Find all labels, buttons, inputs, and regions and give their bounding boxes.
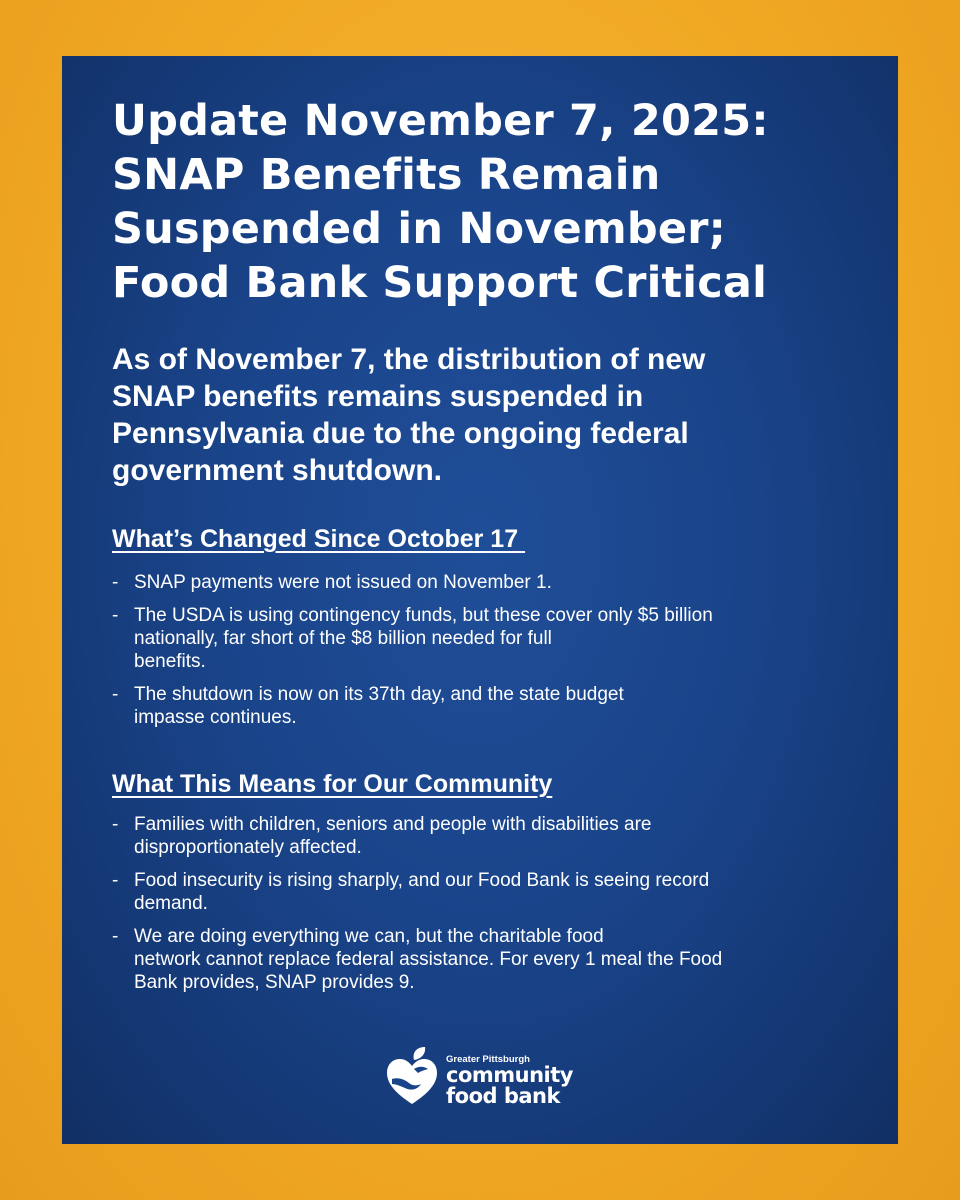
title-line: SNAP Benefits Remain: [112, 150, 661, 200]
list-item-line: We are doing everything we can, but the charitable food: [134, 926, 604, 947]
list-item-line: The USDA is using contingency funds, but these cover only $5 billion: [134, 605, 713, 626]
bullet-dash: -: [112, 814, 119, 835]
intro-line: government shutdown.: [112, 454, 442, 487]
list-item-line: benefits.: [134, 651, 206, 672]
list-item-line: demand.: [134, 893, 208, 914]
food-bank-logo: [384, 1046, 584, 1110]
bullet-dash: -: [112, 926, 119, 947]
list-item-line: Families with children, seniors and people with disabilities are: [134, 814, 652, 835]
logo-tagline: Greater Pittsburgh: [446, 1054, 530, 1065]
list-item: [112, 869, 852, 915]
community-impact-list: [112, 813, 852, 1004]
list-item-line: Bank provides, SNAP provides 9.: [134, 972, 415, 993]
list-item: [112, 925, 852, 994]
intro-line: Pennsylvania due to the ongoing federal: [112, 417, 689, 450]
list-item: [112, 683, 852, 729]
heart-apple-logo-icon: [384, 1046, 440, 1108]
bullet-dash: -: [112, 870, 119, 891]
bullet-dash: -: [112, 605, 119, 626]
list-item-line: SNAP payments were not issued on November 1.: [134, 572, 552, 593]
logo-wordmark-line1: community: [446, 1063, 573, 1087]
list-item-line: Food insecurity is rising sharply, and our Food Bank is seeing record: [134, 870, 710, 891]
list-item: [112, 571, 852, 594]
intro-line: As of November 7, the distribution of new: [112, 343, 706, 376]
list-item-line: disproportionately affected.: [134, 837, 362, 858]
title-line: Suspended in November;: [112, 204, 727, 254]
logo-wordmark-line2: food bank: [446, 1084, 560, 1108]
announcement-panel: [62, 56, 898, 1144]
list-item-line: impasse continues.: [134, 707, 297, 728]
bullet-dash: -: [112, 684, 119, 705]
list-item: [112, 813, 852, 859]
intro-line: SNAP benefits remains suspended in: [112, 380, 644, 413]
list-item-line: nationally, far short of the $8 billion needed for full: [134, 628, 552, 649]
list-item-line: network cannot replace federal assistance. For every 1 meal the Food: [134, 949, 723, 970]
intro-paragraph: [112, 341, 832, 489]
list-item: [112, 604, 852, 673]
section-heading-whats-changed: What’s Changed Since October 17: [112, 525, 526, 553]
bullet-dash: -: [112, 572, 119, 593]
title-line: Food Bank Support Critical: [112, 258, 768, 308]
whats-changed-list: [112, 571, 852, 739]
title-line: Update November 7, 2025:: [112, 96, 769, 146]
page-title: [112, 94, 872, 310]
list-item-line: The shutdown is now on its 37th day, and the state budget: [134, 684, 624, 705]
section-heading-community: What This Means for Our Community: [112, 770, 553, 798]
